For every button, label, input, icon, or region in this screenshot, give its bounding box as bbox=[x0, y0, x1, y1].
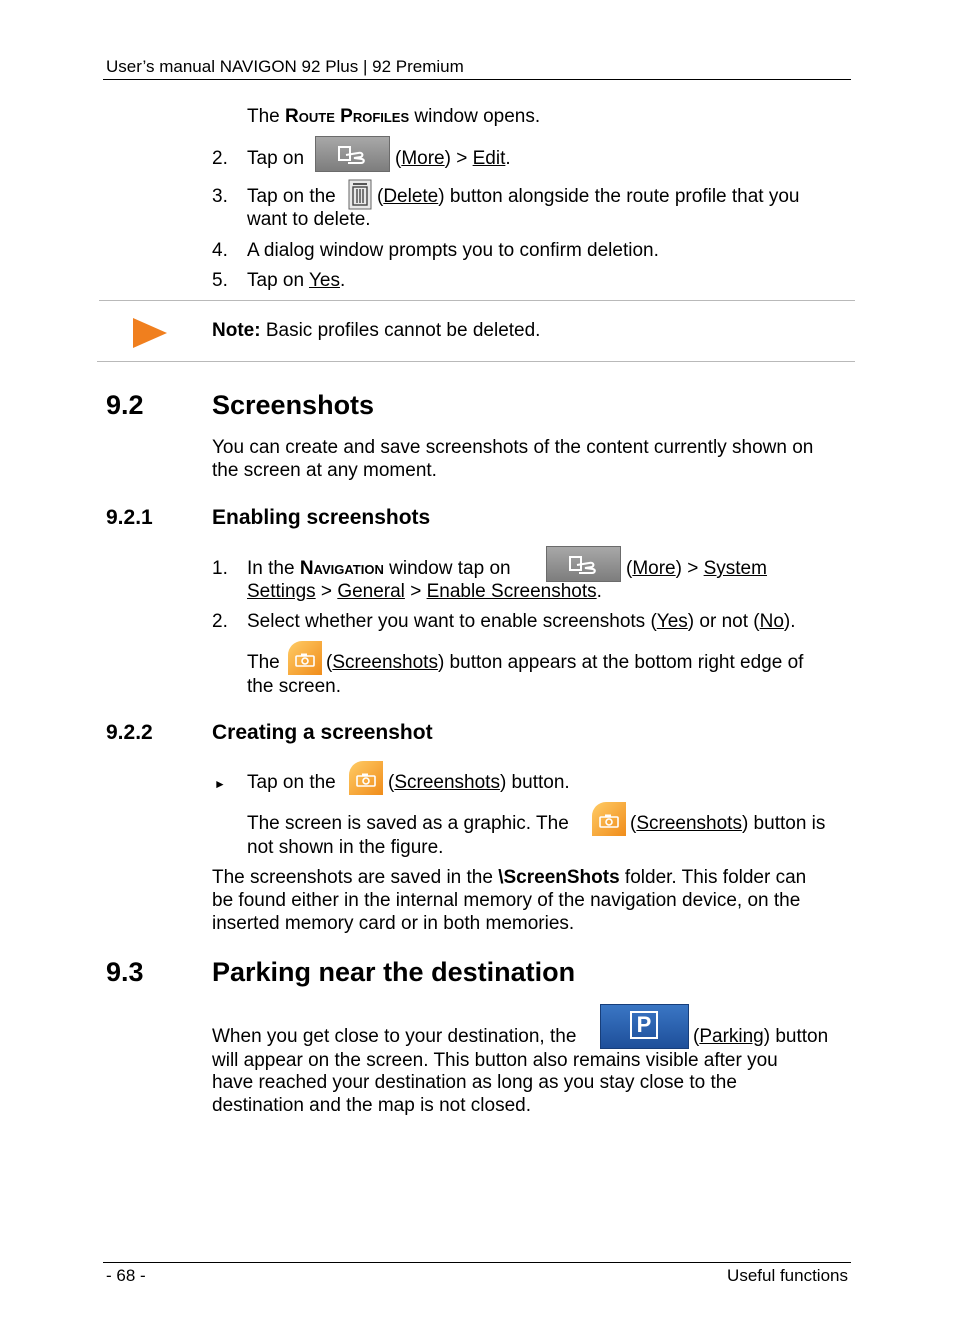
step-number: 5. bbox=[212, 270, 228, 291]
parking-link[interactable]: Parking bbox=[699, 1026, 764, 1047]
step-text bbox=[247, 558, 511, 580]
paragraph: have reached your destination as long as you stay close to the bbox=[212, 1072, 737, 1093]
enable-screenshots-link[interactable]: Enable Screenshots bbox=[426, 581, 597, 602]
delete-button-image bbox=[348, 179, 372, 210]
camera-icon bbox=[356, 773, 376, 787]
step-number: 4. bbox=[212, 240, 228, 261]
text: Select whether you want to enable screenshots ( bbox=[247, 611, 657, 632]
running-header: User’s manual NAVIGON 92 Plus | 92 Premium bbox=[106, 57, 464, 76]
step-1-links-2: Settings > General > Enable Screenshots. bbox=[247, 581, 602, 602]
yes-link[interactable]: Yes bbox=[308, 270, 340, 291]
text: window tap on bbox=[383, 558, 511, 579]
paragraph: (Screenshots) button is bbox=[630, 813, 826, 834]
step-1-links: (More) > System bbox=[626, 558, 767, 579]
screenshots-link[interactable]: Screenshots bbox=[394, 772, 500, 793]
general-link[interactable]: General bbox=[337, 581, 405, 602]
section-number: 9.3 bbox=[106, 957, 144, 987]
yes-link[interactable]: Yes bbox=[656, 611, 688, 632]
trash-icon bbox=[348, 179, 372, 210]
more-button-image bbox=[315, 136, 390, 172]
text: The bbox=[247, 106, 286, 127]
step-text: A dialog window prompts you to confirm deletion. bbox=[247, 240, 659, 261]
arrow-right-icon bbox=[133, 318, 167, 348]
text: ) button appears at the bottom right edge of bbox=[437, 652, 804, 673]
note-text: Basic profiles cannot be deleted. bbox=[260, 320, 541, 341]
subsection-number: 9.2.2 bbox=[106, 721, 153, 744]
text: The bbox=[247, 652, 280, 673]
step-number: 3. bbox=[212, 186, 228, 207]
delete-link[interactable]: Delete bbox=[383, 186, 439, 207]
subsection-title: Enabling screenshots bbox=[212, 506, 431, 529]
text: Tap on bbox=[247, 270, 309, 291]
section-title: Screenshots bbox=[212, 390, 375, 420]
text: The screenshots are saved in the bbox=[212, 867, 499, 888]
section-number: 9.2 bbox=[106, 390, 144, 420]
camera-icon bbox=[599, 814, 619, 828]
note-label: Note: bbox=[212, 320, 261, 341]
step-text bbox=[247, 611, 796, 633]
section-title: Parking near the destination bbox=[212, 957, 576, 987]
camera-icon bbox=[295, 653, 315, 667]
footer-section: Useful functions bbox=[727, 1266, 848, 1285]
footer-rule bbox=[103, 1262, 851, 1263]
paragraph: The screen is saved as a graphic. The bbox=[247, 813, 569, 834]
text: ) button alongside the route profile that you bbox=[438, 186, 800, 207]
header-rule bbox=[103, 79, 851, 80]
folder-name: \ScreenShots bbox=[498, 867, 620, 888]
separator: > bbox=[450, 148, 473, 169]
settings-link[interactable]: Settings bbox=[247, 581, 316, 602]
step-number: 2. bbox=[212, 148, 228, 169]
step-text: Tap on the bbox=[247, 186, 336, 207]
text: the screen. bbox=[247, 676, 341, 697]
navigation-window-name: Navigation bbox=[299, 558, 384, 579]
bullet-icon: ► bbox=[214, 777, 226, 791]
step-text: Tap on bbox=[247, 148, 305, 169]
text: ) button is bbox=[741, 813, 826, 834]
paragraph: (Parking) button bbox=[693, 1026, 829, 1047]
screenshots-link[interactable]: Screenshots bbox=[636, 813, 742, 834]
step-number: 2. bbox=[212, 611, 228, 632]
paragraph: the screen at any moment. bbox=[212, 460, 437, 481]
hand-pointer-icon bbox=[567, 553, 601, 575]
step-text: Tap on the bbox=[247, 772, 336, 793]
text: folder. This folder can bbox=[619, 867, 807, 888]
paragraph: not shown in the figure. bbox=[247, 837, 444, 858]
paragraph: destination and the map is not closed. bbox=[212, 1095, 531, 1116]
step-2-links: (More) > Edit. bbox=[395, 148, 511, 169]
page-number: - 68 - bbox=[106, 1266, 146, 1285]
text: ). bbox=[783, 611, 796, 632]
text: In the bbox=[247, 558, 300, 579]
paragraph: inserted memory card or in both memories. bbox=[212, 913, 575, 934]
route-profiles-window-name: Route Profiles bbox=[285, 106, 410, 127]
screenshots-link[interactable]: Screenshots bbox=[332, 652, 438, 673]
subsection-number: 9.2.1 bbox=[106, 506, 153, 529]
paragraph: You can create and save screenshots of the content currently shown on bbox=[212, 437, 814, 458]
text: ) button. bbox=[499, 772, 570, 793]
screenshots-text: (Screenshots) button appears at the bottom right edge of bbox=[326, 652, 804, 673]
parking-icon: P bbox=[630, 1011, 658, 1039]
system-link[interactable]: System bbox=[703, 558, 767, 579]
note bbox=[212, 320, 540, 342]
more-button-image bbox=[546, 546, 621, 582]
more-link[interactable]: More bbox=[632, 558, 676, 579]
no-link[interactable]: No bbox=[759, 611, 784, 632]
step-number: 1. bbox=[212, 558, 228, 579]
hand-pointer-icon bbox=[336, 143, 370, 165]
paragraph bbox=[212, 867, 806, 889]
more-link[interactable]: More bbox=[401, 148, 445, 169]
note-rule-bottom bbox=[97, 361, 855, 362]
route-profiles-line bbox=[247, 106, 540, 128]
text: . bbox=[339, 270, 346, 291]
screenshots-button-image bbox=[288, 641, 322, 675]
step-3-text: (Delete) button alongside the route profile that you bbox=[377, 186, 800, 207]
paragraph: When you get close to your destination, the bbox=[212, 1026, 577, 1047]
edit-link[interactable]: Edit bbox=[472, 148, 506, 169]
parking-button-image bbox=[600, 1004, 689, 1049]
text: window opens. bbox=[409, 106, 541, 127]
text: ) or not ( bbox=[687, 611, 760, 632]
step-5-text bbox=[247, 270, 345, 292]
subsection-title: Creating a screenshot bbox=[212, 721, 433, 744]
text: ) button bbox=[763, 1026, 829, 1047]
paragraph: will appear on the screen. This button also remains visible after you bbox=[212, 1050, 778, 1071]
screenshots-button-image bbox=[349, 761, 383, 795]
paragraph: be found either in the internal memory of the navigation device, on the bbox=[212, 890, 801, 911]
note-rule-top bbox=[99, 300, 855, 301]
text: . bbox=[505, 148, 511, 169]
step-text: (Screenshots) button. bbox=[388, 772, 570, 793]
screenshots-button-image bbox=[592, 802, 626, 836]
step-text: want to delete. bbox=[247, 209, 371, 230]
